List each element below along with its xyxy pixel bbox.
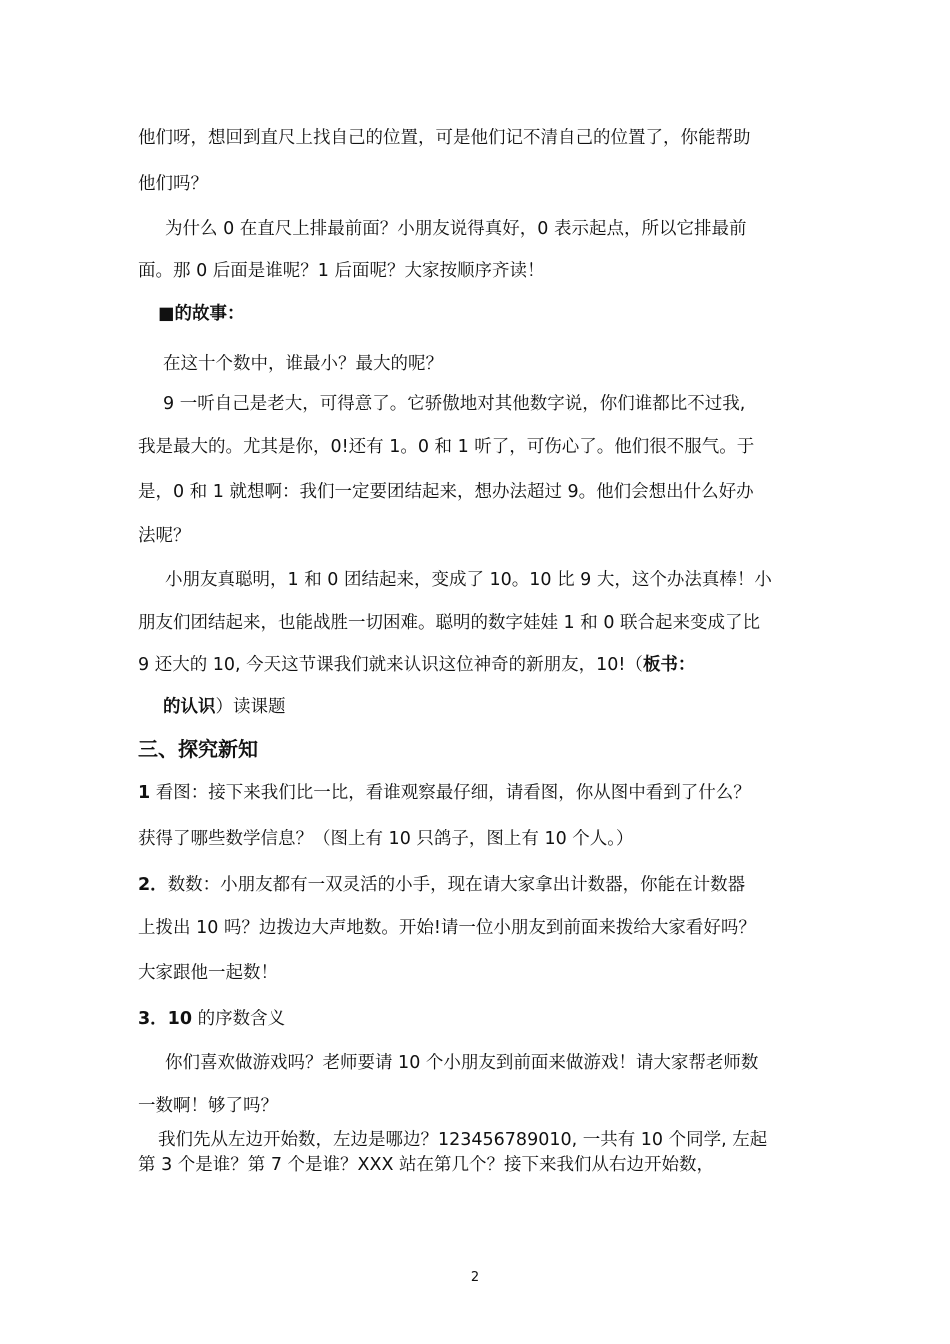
paragraph-line: 9 一听自己是老大，可得意了。它骄傲地对其他数字说，你们谁都比不过我, [163,394,746,414]
paragraph-line: 你们喜欢做游戏吗？老师要请 10 个小朋友到前面来做游戏！请大家帮老师数 [165,1053,759,1073]
paragraph-line: 是，0 和 1 就想啊：我们一定要团结起来，想办法超过 9。他们会想出什么好办 [138,482,754,502]
paragraph-line: 朋友们团结起来，也能战胜一切困难。聪明的数字娃娃 1 和 0 联合起来变成了比 [138,613,761,633]
paragraph-line: 他们吗？ [138,174,208,194]
paragraph-line: 他们呀，想回到直尺上找自己的位置，可是他们记不清自己的位置了，你能帮助 [138,128,751,148]
paragraph-line: 我们先从左边开始数，左边是哪边？123456789010, 一共有 10 个同学, 左起 [158,1130,768,1150]
line-text: 数数：小朋友都有一双灵活的小手，现在请大家拿出计数器，你能在计数器 [167,875,746,895]
step-2-line: 上拨出 10 吗？边拨边大声地数。开始!请一位小朋友到前面来拨给大家看好吗？ [138,918,756,938]
board-note-label: 板书： [642,655,696,675]
section-heading: 三、探究新知 [138,737,258,761]
paragraph-line: 法呢？ [138,526,191,546]
step-3-heading [138,1007,285,1031]
step-2-line [138,873,745,897]
paragraph-line: 小朋友真聪明，1 和 0 团结起来，变成了 10。10 比 9 大，这个办法真棒！小 [165,570,772,590]
page-number: 2 [470,1270,480,1285]
step-number: 2． [138,875,168,895]
step-number: 1 [138,783,151,803]
line-text: 的序数含义 [192,1009,286,1029]
step-1-line: 获得了哪些数学信息？（图上有 10 只鸽子，图上有 10 个人。） [138,829,634,849]
step-2-line: 大家跟他一起数！ [138,963,278,983]
paragraph-line: 为什么 0 在直尺上排最前面？小朋友说得真好，0 表示起点，所以它排最前 [165,219,747,239]
story-heading: ■的故事： [158,304,245,324]
line-text: 看图：接下来我们比一比，看谁观察最仔细，请看图，你从图中看到了什么？ [150,783,751,803]
step-number: 3．10 [138,1009,193,1029]
lesson-title: 的认识 [163,697,216,717]
paragraph-line: 一数啊！够了吗？ [138,1096,278,1116]
paragraph-line [138,653,695,677]
line-text: 9 还大的 10, 今天这节课我们就来认识这位神奇的新朋友，10!（ [138,655,643,675]
paragraph-line: 面。那 0 后面是谁呢？1 后面呢？大家按顺序齐读！ [138,261,545,281]
paragraph-line: 我是最大的。尤其是你，0!还有 1。0 和 1 听了，可伤心了。他们很不服气。于 [138,437,755,457]
line-text: ）读课题 [215,697,286,717]
paragraph-line: 第 3 个是谁？第 7 个是谁？XXX 站在第几个？接下来我们从右边开始数， [138,1155,715,1175]
paragraph-line [163,695,286,719]
paragraph-line: 在这十个数中，谁最小？最大的呢？ [163,354,443,374]
step-1-line [138,781,751,805]
